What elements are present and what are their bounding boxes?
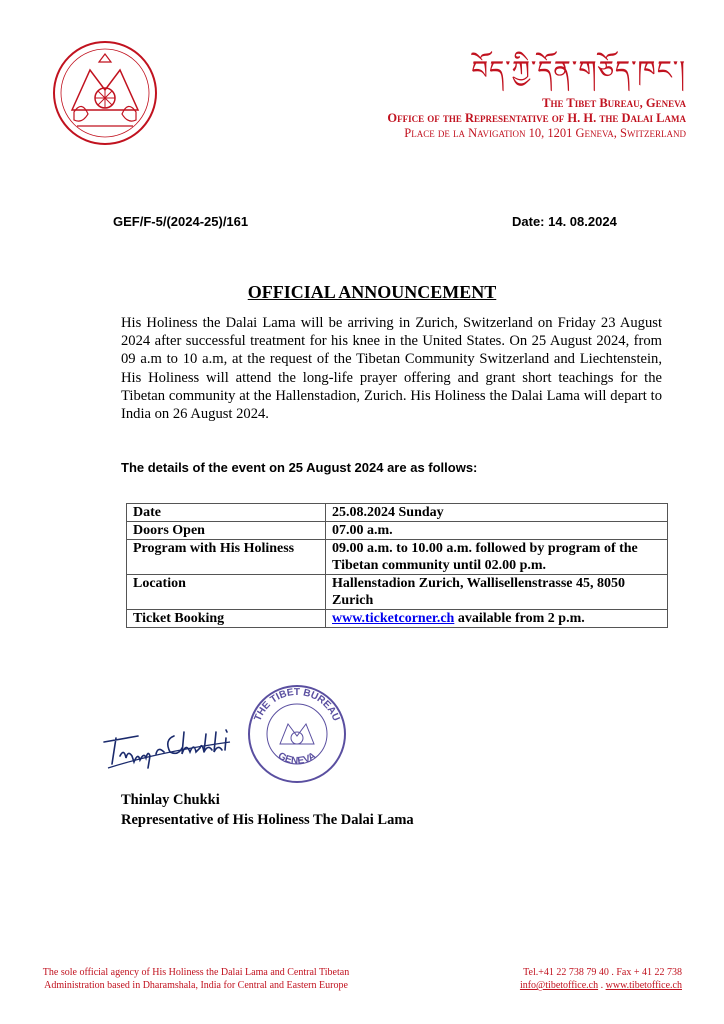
table-cell-value: 07.00 a.m. <box>326 522 668 540</box>
table-cell-label: Doors Open <box>127 522 326 540</box>
email-link[interactable]: info@tibetoffice.ch <box>519 980 599 991</box>
handwritten-signature <box>98 712 238 772</box>
table-cell-label: Location <box>127 575 326 610</box>
page-title: OFFICIAL ANNOUNCEMENT <box>247 282 497 302</box>
table-cell-label: Date <box>127 504 326 522</box>
table-cell-value <box>326 610 668 628</box>
svg-text:GENEVA <box>276 751 318 767</box>
table-cell-value: 09.00 a.m. to 10.00 a.m. followed by program of the Tibetan community until 02.00 p.m. <box>326 540 668 575</box>
website-link[interactable]: www.tibetoffice.ch <box>605 980 682 991</box>
svg-text:THE TIBET BUREAU <box>253 687 342 723</box>
event-details-table <box>126 503 668 628</box>
table-row <box>127 504 668 522</box>
tibetan-title: བོད་ཀྱི་དོན་གཅོད་ཁང་། <box>471 56 686 86</box>
table-cell-label: Program with His Holiness <box>127 540 326 575</box>
footer-agency-text <box>14 966 378 992</box>
stamp-bottom-text: GENEVA <box>275 750 319 767</box>
document-date: Date: 14. 08.2024 <box>512 214 617 229</box>
footer-separator: . <box>598 980 606 991</box>
signer-title: Representative of His Holiness The Dalai Lama <box>121 812 414 828</box>
ticket-booking-suffix: available from 2 p.m. <box>454 611 585 626</box>
tibet-emblem-seal-icon <box>52 40 158 146</box>
office-name: Office of the Representative of H. H. the Dalai Lama <box>387 111 686 125</box>
table-cell-value: Hallenstadion Zurich, Wallisellenstrasse 45, 8050 Zurich <box>326 575 668 610</box>
table-cell-label: Ticket Booking <box>127 610 326 628</box>
bureau-name: The Tibet Bureau, Geneva <box>542 96 686 110</box>
reference-number: GEF/F-5/(2024-25)/161 <box>113 214 249 229</box>
ticketcorner-link[interactable]: www.ticketcorner.ch <box>332 611 455 626</box>
table-row <box>127 522 668 540</box>
signer-name: Thinlay Chukki <box>121 792 220 808</box>
footer-links <box>520 979 682 992</box>
table-cell-value: 25.08.2024 Sunday <box>326 504 668 522</box>
footer-phone-fax: Tel.+41 22 738 79 40 . Fax + 41 22 738 <box>523 967 682 978</box>
footer-contact <box>520 966 682 992</box>
table-row <box>127 610 668 628</box>
footer-line: Administration based in Dharamshala, India for Central and Eastern Europe <box>44 980 348 991</box>
footer-line: The sole official agency of His Holiness the Dalai Lama and Central Tibetan <box>42 967 350 978</box>
details-lead: The details of the event on 25 August 2024 are as follows: <box>121 460 478 475</box>
office-stamp <box>244 676 350 788</box>
announcement-body: His Holiness the Dalai Lama will be arriving in Zurich, Switzerland on Friday 23 August 2024 after successful treatment for his knee in the United States. On 25 August 2024, from 09 a.m to 10 a.m, at the request of the Tibetan Community Switzerland and Liechtenstein, His Holiness will attend the long-life prayer offering and grant short teachings for the Tibetan community at the Hallenstadion, Zurich. His Holiness the Dalai Lama will depart to India on 26 August 2024. <box>121 315 662 423</box>
table-row <box>127 540 668 575</box>
stamp-top-text: THE TIBET BUREAU <box>252 686 342 723</box>
stamp-seal-icon <box>244 676 350 788</box>
table-row <box>127 575 668 610</box>
office-address: Place de la Navigation 10, 1201 Geneva, Switzerland <box>404 126 686 140</box>
